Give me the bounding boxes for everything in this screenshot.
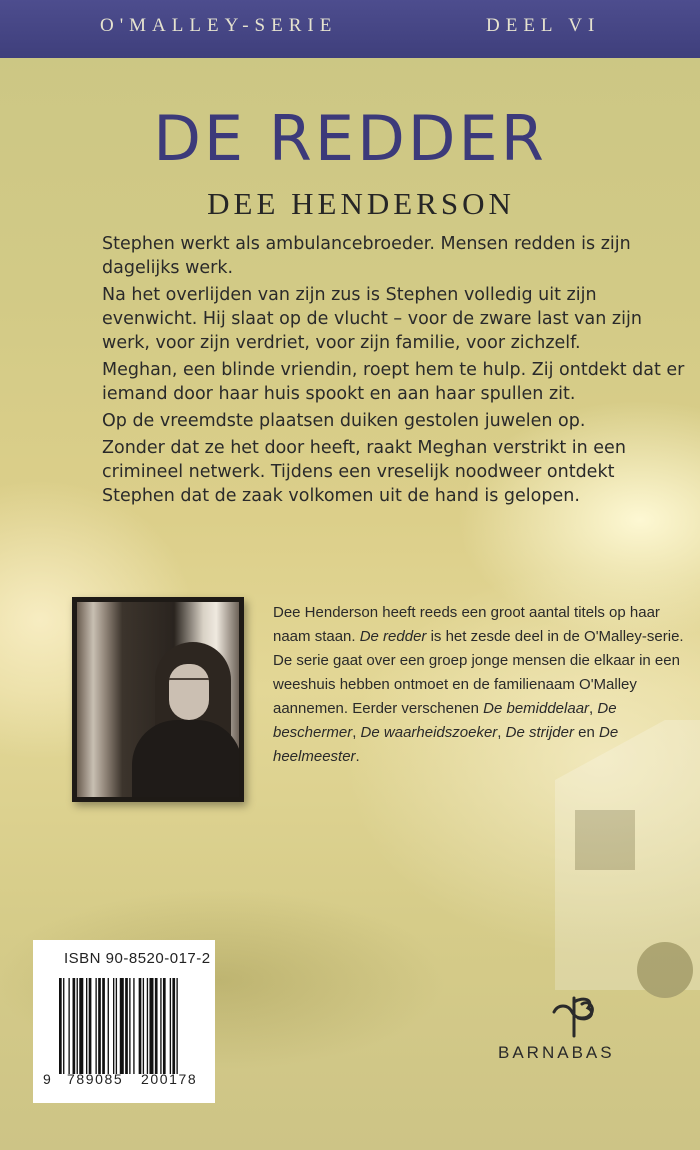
bio-book-title: De beschermer [273, 700, 617, 741]
ean-right-group: 200178 [141, 1071, 198, 1087]
blurb-paragraph: Zonder dat ze het door heeft, raakt Meghan verstrikt in een crimineel netwerk. Tijdens een vreselijk noodweer ontdekt Stephen dat de zaak volkomen uit de hand is gelopen. [102, 438, 626, 506]
bio-book-title: De waarheidszoeker [360, 724, 498, 741]
series-name: O'MALLEY-SERIE [100, 15, 338, 36]
book-author: DEE HENDERSON [207, 186, 515, 221]
bio-separator: , [497, 724, 506, 741]
barcode-icon [59, 978, 207, 1074]
bio-separator: en [574, 724, 600, 741]
blurb-paragraph: Meghan, een blinde vriendin, roept hem te hulp. Zij ontdekt dat er iemand door haar huis spookt en aan haar spullen zit. [102, 360, 685, 404]
blurb-text [102, 232, 692, 511]
bio-text: Dee Henderson heeft reeds een groot aantal titels op haar naam staan. [273, 604, 660, 645]
author-photo-frame [72, 597, 244, 802]
publisher-name: BARNABAS [498, 1043, 615, 1062]
bio-text: is het zesde deel in de O'Malley-serie. De serie gaat over een groep jonge mensen die elkaar in een weeshuis hebben ontmoet en de familienaam O'Malley aannemen. Eerder verschenen [273, 628, 684, 717]
bio-separator: , [352, 724, 361, 741]
bio-end: . [355, 748, 360, 765]
bio-separator: , [589, 700, 598, 717]
series-volume: DEEL VI [486, 15, 601, 36]
bio-book-title: De bemiddelaar [483, 700, 590, 717]
isbn-number: ISBN 90-8520-017-2 [64, 950, 211, 967]
barcode-panel [33, 940, 215, 1103]
series-banner [0, 0, 700, 58]
photo-face-shape [169, 664, 209, 720]
book-title: DE REDDER [153, 102, 547, 175]
ean-left-group: 789085 [67, 1071, 124, 1087]
bio-book-title: De strijder [505, 724, 574, 741]
bio-book-title: De heelmeester [273, 724, 619, 765]
bio-book-title: De redder [359, 628, 427, 645]
ean-first-digit: 9 [43, 1071, 51, 1087]
barnabas-logo-icon [544, 990, 604, 1038]
author-bio [273, 601, 693, 769]
photo-glasses-shape [169, 678, 209, 690]
blurb-paragraph: Op de vreemdste plaatsen duiken gestolen juwelen op. [102, 411, 586, 431]
blurb-paragraph: Na het overlijden van zijn zus is Stephen volledig uit zijn evenwicht. Hij slaat op de vlucht – voor de zware last van zijn werk, voor zijn verdriet, voor zijn familie, voor zichzelf. [102, 285, 642, 353]
photo-body-shape [132, 720, 239, 797]
blurb-paragraph: Stephen werkt als ambulancebroeder. Mensen redden is zijn dagelijks werk. [102, 234, 631, 278]
author-photo [77, 602, 239, 797]
